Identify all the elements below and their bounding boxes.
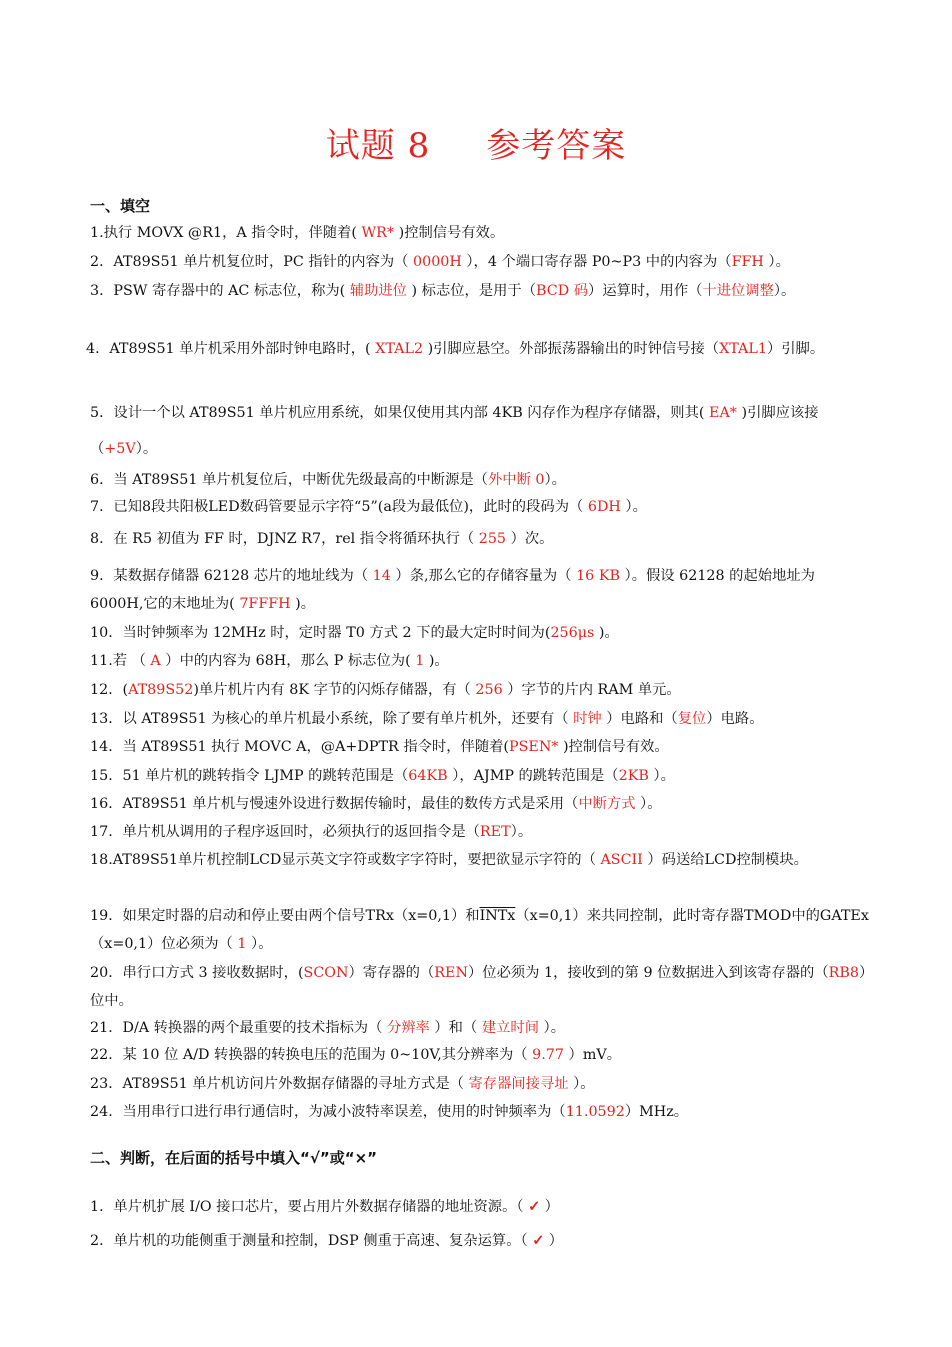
question-8: [90, 525, 870, 554]
answer-text: AT89S52: [128, 682, 194, 698]
question-16: [90, 790, 870, 819]
question-5: [90, 395, 870, 467]
question-20: [90, 959, 870, 1015]
question-10: [90, 619, 870, 648]
answer-text: 十进位调整: [702, 283, 774, 299]
answer-text: XTAL2: [375, 341, 424, 357]
question-text: 2．单片机的功能侧重于测量和控制，DSP 侧重于高速、复杂运算。（: [90, 1233, 533, 1249]
question-text: ）。: [773, 283, 796, 299]
question-text: 19．如果定时器的启动和停止要由两个信号TRx（x=0,1）和: [90, 908, 480, 924]
answer-text: 1: [415, 653, 425, 669]
question-24: [90, 1098, 870, 1127]
question-text: ）。: [544, 472, 566, 488]
question-text: 1.执行 MOVX @R1，A 指令时，伴随着(: [90, 225, 362, 241]
question-text: 11.若 （: [90, 653, 151, 669]
question-text: 9．某数据存储器 62128 芯片的地址线为（: [90, 568, 373, 584]
question-text: ）位中。: [90, 965, 867, 1009]
question-text: ）。: [620, 499, 647, 515]
check-mark-icon: ✓: [532, 1233, 545, 1249]
answer-text: 寄存器间接寻址: [468, 1076, 569, 1092]
question-1: [90, 219, 870, 248]
check-mark-icon: ✓: [528, 1199, 541, 1215]
question-text: ）。: [635, 796, 662, 812]
int-x-overline: INTx: [479, 908, 516, 924]
question-text: 13．以 AT89S51 为核心的单片机最小系统，除了要有单片机外，还要有（: [90, 711, 574, 727]
question-23: [90, 1070, 870, 1099]
answer-text: 14: [372, 568, 391, 584]
question-text: ）电路。: [706, 711, 764, 727]
answer-text: 0000H: [413, 254, 462, 270]
answer-text: A: [150, 653, 161, 669]
answer-text: 256μs: [550, 625, 595, 641]
question-text: 20．串行口方式 3 接收数据时，(: [90, 965, 304, 981]
question-13: [90, 705, 870, 734]
answer-text: PSEN*: [509, 739, 559, 755]
answer-text: 64KB: [408, 768, 448, 784]
answer-text: 6DH: [587, 499, 621, 515]
answer-text: 建立时间: [481, 1020, 539, 1036]
question-3: [90, 277, 870, 305]
question-text: ）中的内容为 68H，那么 P 标志位为(: [160, 653, 416, 669]
question-text: ）。: [539, 1020, 565, 1036]
question-text: 17．单片机从调用的子程序返回时，必须执行的返回指令是（: [90, 824, 480, 840]
question-text: )。: [594, 625, 619, 641]
question-text: ）。: [763, 254, 790, 270]
question-11: [90, 647, 870, 676]
answer-text: 2KB: [618, 768, 649, 784]
answer-text: SCON: [303, 965, 349, 981]
answer-text: +5V: [104, 441, 136, 457]
question-text: 3．PSW 寄存器中的 AC 标志位，称为(: [90, 283, 350, 299]
answer-text: FFH: [731, 254, 764, 270]
question-4: [86, 335, 870, 363]
answer-text: 中断方式: [578, 796, 636, 812]
answer-text: XTAL1: [719, 341, 767, 357]
question-9: [90, 562, 870, 618]
question-text: ）码送给LCD控制模块。: [642, 852, 808, 868]
question-text: ）寄存器的（: [348, 965, 435, 981]
question-text: ）条,那么它的存储容量为（: [390, 568, 577, 584]
answer-text: 9.77: [532, 1047, 564, 1063]
question-text: ）。: [648, 768, 675, 784]
question-21: [90, 1014, 870, 1043]
page-title: [0, 118, 952, 167]
question-text: （x=0,1）来共同控制，此时寄存器TMOD中的GATEx（x=0,1）位必须为（: [90, 908, 869, 952]
question-text: )控制信号有效。: [394, 225, 505, 241]
question-text: ）字节的片内 RAM 单元。: [502, 682, 681, 698]
answer-text: 1: [237, 936, 247, 952]
answer-text: REN: [434, 965, 468, 981]
question-7: [90, 493, 870, 522]
answer-text: RET: [479, 824, 511, 840]
question-text: 8．在 R5 初值为 FF 时，DJNZ R7，rel 指令将循环执行（: [90, 531, 479, 547]
answer-text: 时钟: [573, 711, 602, 727]
question-text: 24．当用串行口进行串行通信时，为减小波特率误差，使用的时钟频率为（: [90, 1104, 566, 1120]
question-14: [90, 733, 870, 762]
question-text: ）位必须为 1，接收到的第 9 位数据进入到该寄存器的（: [468, 965, 829, 981]
question-text: )控制信号有效。: [558, 739, 669, 755]
question-text: 18.AT89S51单片机控制LCD显示英文字符或数字字符时，要把欲显示字符的（: [90, 852, 601, 868]
question-2: [90, 248, 870, 277]
section-heading-judge: 二、判断，在后面的括号中填入“√”或“×”: [90, 1149, 378, 1167]
answer-text: 7FFFH: [239, 596, 291, 612]
answer-text: 分辨率: [386, 1020, 430, 1036]
question-19: [90, 902, 870, 958]
question-text: ）: [540, 1199, 559, 1215]
question-text: 10．当时钟频率为 12MHz 时，定时器 T0 方式 2 下的最大定时时间为(: [90, 625, 551, 641]
title-left: 试题 8: [325, 126, 431, 166]
question-text: 7．已知8段共阳极LED数码管要显示字符“5”(a段为最低位)，此时的段码为（: [90, 499, 588, 515]
question-text: ）。: [246, 936, 273, 952]
question-text: ）mV。: [563, 1047, 622, 1063]
question-17: [90, 818, 870, 847]
answer-text: RB8: [828, 965, 860, 981]
answer-text: WR*: [361, 225, 395, 241]
question-text: 22．某 10 位 A/D 转换器的转换电压的范围为 0~10V,其分辨率为（: [90, 1047, 533, 1063]
question-text: )。: [290, 596, 316, 612]
question-text: ）运算时，用作（: [588, 283, 703, 299]
question-text: 6．当 AT89S51 单片机复位后，中断优先级最高的中断源是（: [90, 472, 488, 488]
question-text: 23．AT89S51 单片机访问片外数据存储器的寻址方式是（: [90, 1076, 469, 1092]
question-text: 2．AT89S51 单片机复位时，PC 指针的内容为（: [90, 254, 413, 270]
section-heading-fill: 一、填空: [90, 197, 151, 215]
question-22: [90, 1041, 870, 1070]
question-text: )单片机片内有 8K 字节的闪烁存储器，有（: [193, 682, 476, 698]
question-text: 4．AT89S51 单片机采用外部时钟电路时，(: [86, 341, 376, 357]
question-15: [90, 762, 870, 791]
question-text: ）引脚。: [766, 341, 825, 357]
answer-text: EA*: [709, 405, 737, 421]
question-text: 12．(: [90, 682, 129, 698]
answer-text: 外中断 0: [487, 472, 545, 488]
question-18: [90, 846, 870, 874]
judge-2: [90, 1227, 870, 1256]
question-text: ）。: [135, 441, 158, 457]
question-text: ）次。: [506, 531, 554, 547]
question-text: 21．D/A 转换器的两个最重要的技术指标为（: [90, 1020, 387, 1036]
question-text: ）MHz。: [624, 1104, 689, 1120]
question-text: ）电路和（: [601, 711, 678, 727]
question-text: ) 标志位，是用于（: [406, 283, 537, 299]
question-text: )。: [424, 653, 449, 669]
question-text: 14．当 AT89S51 执行 MOVC A，@A+DPTR 指令时，伴随着(: [90, 739, 509, 755]
answer-text: 256: [475, 682, 503, 698]
question-6: [90, 466, 870, 495]
question-text: ），4 个端口寄存器 P0~P3 中的内容为（: [461, 254, 732, 270]
answer-text: 复位: [677, 711, 707, 727]
answer-text: BCD 码: [536, 283, 589, 299]
question-text: 16．AT89S51 单片机与慢速外设进行数据传输时，最佳的数传方式是采用（: [90, 796, 579, 812]
question-text: 15．51 单片机的跳转指令 LJMP 的跳转范围是（: [90, 768, 409, 784]
question-text: ）: [544, 1233, 564, 1249]
answer-text: 11.0592: [565, 1104, 625, 1120]
title-right: 参考答案: [486, 126, 627, 166]
question-text: ）和（: [429, 1020, 482, 1036]
question-text: )引脚应该接（: [90, 405, 819, 457]
question-text: ），AJMP 的跳转范围是（: [447, 768, 619, 784]
question-text: ）。假设 62128 的起始地址为 6000H,它的末地址为(: [90, 568, 815, 612]
question-text: ）。: [568, 1076, 595, 1092]
answer-text: 255: [478, 531, 507, 547]
question-12: [90, 676, 870, 705]
judge-1: [90, 1193, 870, 1222]
question-text: )引脚应悬空。外部振荡器输出的时钟信号接（: [423, 341, 720, 357]
answer-text: 辅助进位: [349, 283, 407, 299]
answer-text: ASCII: [600, 852, 643, 868]
question-text: 1．单片机扩展 I/O 接口芯片，要占用片外数据存储器的地址资源。（: [90, 1199, 529, 1215]
question-text: ）。: [510, 824, 533, 840]
answer-text: 16 KB: [576, 568, 621, 584]
question-text: 5．设计一个以 AT89S51 单片机应用系统，如果仅使用其内部 4KB 闪存作为程序存储器，则其(: [90, 405, 710, 421]
